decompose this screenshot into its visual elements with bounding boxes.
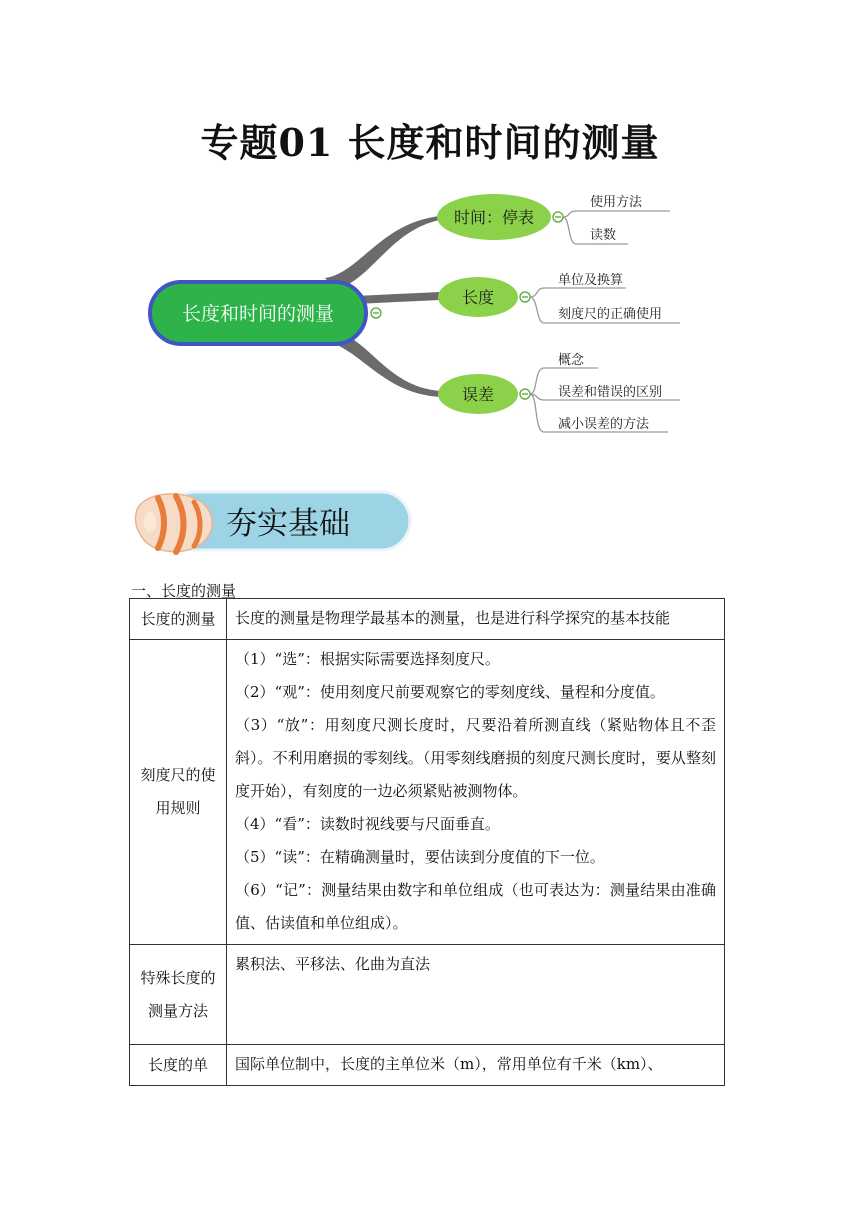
table-row — [130, 599, 725, 640]
leaf-label: 使用方法 — [590, 195, 643, 210]
page-title: 专题01 长度和时间的测量 — [200, 120, 660, 165]
leaf-label: 概念 — [558, 353, 585, 368]
branch-label: 时间：停表 — [453, 208, 535, 227]
section-heading: 一、长度的测量 — [131, 582, 237, 600]
row-content — [227, 945, 725, 1045]
leaf-label: 减小误差的方法 — [558, 417, 650, 432]
mind-map — [140, 178, 700, 448]
mindmap-branch-length — [438, 272, 680, 323]
length-measurement-table — [129, 598, 725, 1086]
content-line: （6）“记”：测量结果由数字和单位组成（也可表达为：测量结果由准确值、估读值和单位组成）。 — [235, 881, 716, 932]
content-line: （4）“看”：读数时视线要与尺面垂直。 — [235, 815, 500, 833]
row-content — [227, 1045, 725, 1086]
leaf-label: 单位及换算 — [558, 273, 624, 288]
mindmap-branch-time — [437, 194, 670, 244]
content-line: 长度的测量是物理学最基本的测量，也是进行科学探究的基本技能 — [235, 609, 671, 627]
seashell-icon — [135, 494, 212, 552]
content-line: （1）“选”：根据实际需要选择刻度尺。 — [235, 650, 500, 668]
row-label: 特殊长度的测量方法 — [130, 945, 227, 1045]
connector-branch-time — [325, 216, 440, 290]
banner-label: 夯实基础 — [226, 506, 350, 542]
table-row — [130, 945, 725, 1045]
row-content — [227, 599, 725, 640]
mindmap-branch-error — [438, 352, 680, 432]
row-content — [227, 640, 725, 945]
table-row — [130, 640, 725, 945]
content-line: （2）“观”：使用刻度尺前要观察它的零刻度线、量程和分度值。 — [235, 683, 665, 701]
row-label: 长度的测量 — [130, 599, 227, 640]
content-line: 国际单位制中，长度的主单位米（m），常用单位有千米（km）、 — [235, 1055, 663, 1073]
leaf-label: 读数 — [590, 228, 617, 243]
branch-label: 长度 — [461, 288, 495, 307]
branch-label: 误差 — [461, 385, 495, 404]
row-label: 长度的单 — [130, 1045, 227, 1086]
table-row — [130, 1045, 725, 1086]
leaf-label: 误差和错误的区别 — [558, 385, 663, 400]
content-line: （3）“放”：用刻度尺测长度时，尺要沿着所测直线（紧贴物体且不歪斜）。不利用磨损的零刻线。（用零刻线磨损的刻度尺测长度时，要从整刻度开始），有刻度的一边必须紧贴被测物体。 — [235, 716, 716, 800]
mindmap-center-node — [150, 282, 366, 344]
row-label: 刻度尺的使用规则 — [130, 640, 227, 945]
content-line: 累积法、平移法、化曲为直法 — [235, 955, 431, 973]
connector-branch-length — [355, 292, 440, 304]
content-line: （5）“读”：在精确测量时，要估读到分度值的下一位。 — [235, 848, 605, 866]
mindmap-center-label: 长度和时间的测量 — [181, 303, 335, 325]
leaf-label: 刻度尺的正确使用 — [558, 307, 663, 322]
section-banner — [128, 484, 418, 560]
